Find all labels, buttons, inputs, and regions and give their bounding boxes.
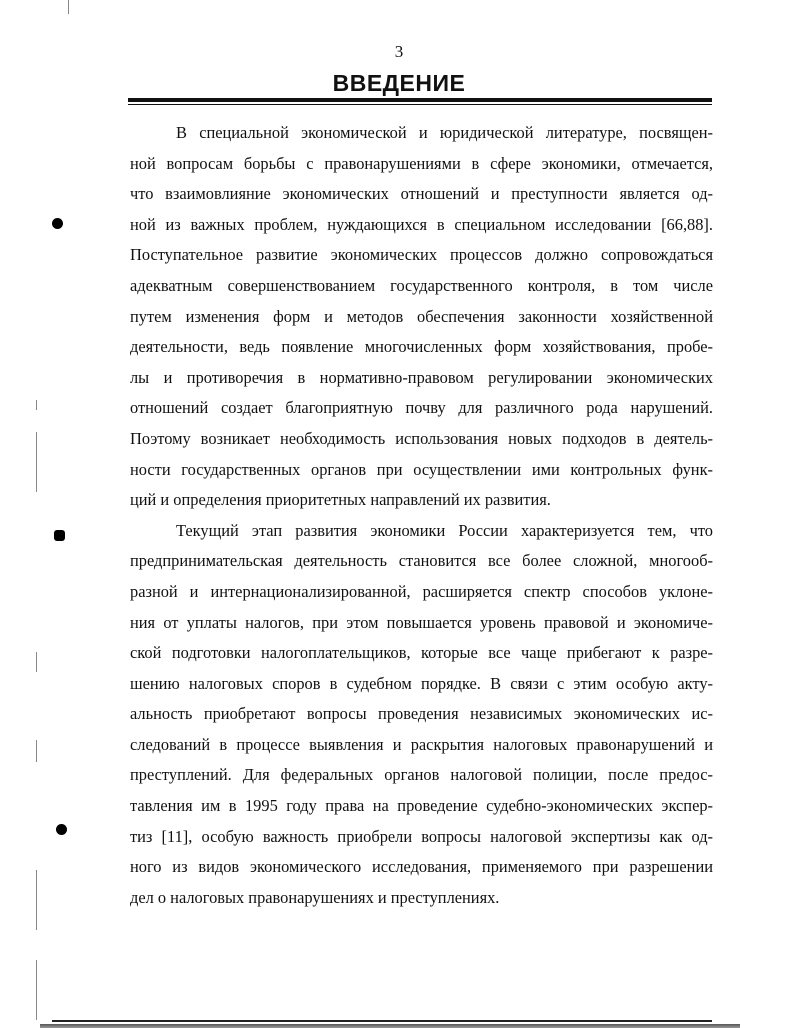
text-line: дел о налоговых правонарушениях и преступлениях.	[130, 887, 500, 907]
scan-margin-mark	[36, 740, 37, 762]
scan-margin-mark	[36, 870, 37, 930]
body-text	[130, 118, 713, 913]
text-line: ций и определения приоритетных направлений их развития.	[130, 490, 551, 510]
text-line: Поэтому возникает необходимость использования новых подходов в деятель-	[130, 428, 713, 448]
text-line: ной вопросам борьбы с правонарушениями в сфере экономики, отмечается,	[130, 153, 713, 173]
text-line: адекватным совершенствованием государственного контроля, в том числе	[130, 275, 713, 295]
text-line: отношений создает благоприятную почву для различного рода нарушений.	[130, 398, 713, 418]
text-line: ной из важных проблем, нуждающихся в специальном исследовании [66,88].	[130, 214, 713, 234]
text-line: следований в процессе выявления и раскрытия налоговых правонарушений и	[130, 734, 713, 754]
page-number: 3	[394, 42, 404, 61]
heading-rule-thick	[128, 98, 712, 102]
punch-hole-mark	[52, 218, 63, 229]
text-line: ного из видов экономического исследования, применяемого при разрешении	[130, 857, 713, 877]
text-line: путем изменения форм и методов обеспечения законности хозяйственной	[130, 306, 713, 326]
text-line: разной и интернационализированной, расширяется спектр способов уклоне-	[130, 581, 713, 601]
text-line: Текущий этап развития экономики России характеризуется тем, что	[176, 520, 713, 540]
scan-margin-mark	[36, 400, 37, 410]
scan-margin-mark	[36, 960, 37, 1020]
page-title: ВВЕДЕНИЕ	[332, 70, 466, 96]
scan-margin-mark	[68, 0, 69, 14]
text-line: предпринимательская деятельность становится все более сложной, многооб-	[130, 551, 713, 571]
text-line: Поступательное развитие экономических процессов должно сопровождаться	[130, 245, 713, 265]
text-line: ния от уплаты налогов, при этом повышается уровень правовой и экономиче-	[130, 612, 713, 632]
text-line: альность приобретают вопросы проведения независимых экономических ис-	[130, 704, 713, 724]
paragraph-1	[130, 118, 713, 516]
text-line: преступлений. Для федеральных органов налоговой полиции, после предос-	[130, 765, 713, 785]
paragraph-2	[130, 516, 713, 914]
text-line: лы и противоречия в нормативно-правовом регулировании экономических	[130, 367, 713, 387]
scan-margin-mark	[36, 432, 37, 492]
text-line: В специальной экономической и юридической литературе, посвящен-	[176, 123, 713, 142]
heading-rule-thin	[128, 104, 712, 105]
text-line: тавления им в 1995 году права на проведение судебно-экономических экспер-	[130, 796, 713, 816]
punch-hole-mark	[56, 824, 67, 835]
text-line: ности государственных органов при осуществлении ими контрольных функ-	[130, 459, 713, 479]
punch-hole-mark	[54, 530, 65, 541]
scan-bottom-edge	[52, 1020, 712, 1022]
text-line: деятельности, ведь появление многочисленных форм хозяйствования, пробе-	[130, 337, 713, 357]
scan-bottom-shadow	[40, 1024, 740, 1028]
scan-margin-mark	[36, 652, 37, 672]
text-line: тиз [11], особую важность приобрели вопросы налоговой экспертизы как од-	[130, 826, 713, 846]
text-line: шению налоговых споров в судебном порядке. В связи с этим особую акту-	[130, 673, 713, 693]
text-line: ской подготовки налогоплательщиков, которые все чаще прибегают к разре-	[130, 643, 713, 663]
text-line: что взаимовлияние экономических отношений и преступности является од-	[130, 184, 713, 204]
